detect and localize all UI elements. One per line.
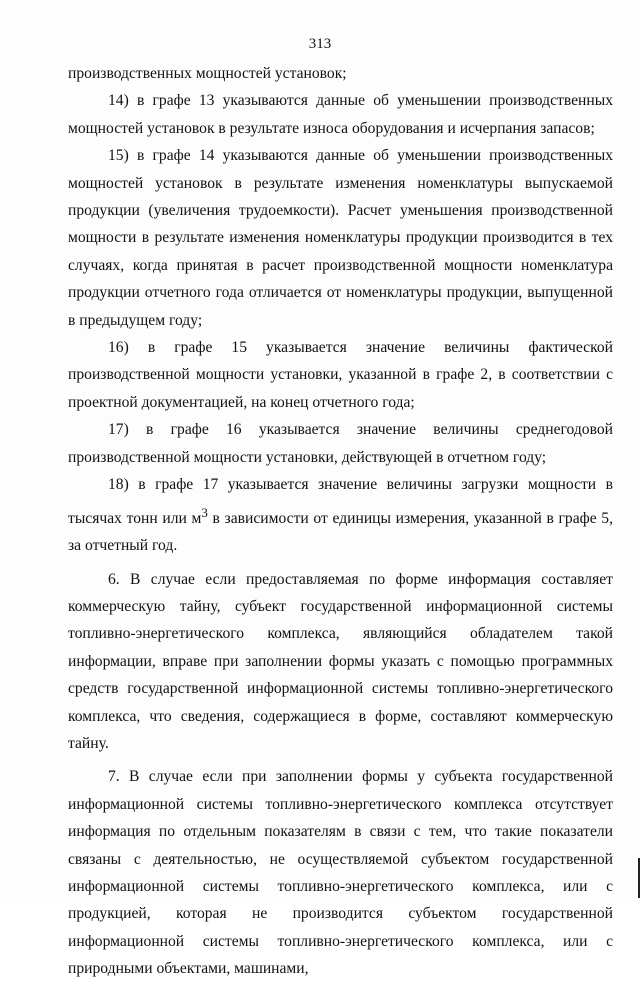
paragraph-item-16: 16) в графе 15 указывается значение величины фактической производственной мощности установки, указанной в графе 2, в соответствии с проектной документацией, на конец отчетного года;: [68, 339, 613, 411]
paragraph-item-14: 14) в графе 13 указываются данные об уменьшении производственных мощностей установок в результате износа оборудования и исчерпания запасов;: [68, 92, 613, 137]
document-body: [68, 60, 613, 983]
page-number: 313: [308, 36, 332, 52]
paragraph-section-7: 7. В случае если при заполнении формы у субъекта государственной информационной системы топливно-энергетического комплекса отсутствует информация по отдельным показателям в связи с тем, что такие показатели связаны с деятельностью, не осуществляемой субъектом государственной информационной системы топливно-энергетического комплекса, или с продукцией, которая не производится субъектом государственной информационной системы топливно-энергетического комплекса, или с природными объектами, машинами,: [68, 768, 613, 978]
paragraph-item-18: [68, 471, 613, 559]
paragraph-item-17: 17) в графе 16 указывается значение величины среднегодовой производственной мощности установки, действующей в отчетном году;: [68, 421, 613, 466]
paragraph-section-6: 6. В случае если предоставляемая по форме информация составляет коммерческую тайну, субъект государственной информационной системы топливно-энергетического комплекса, являющийся обладателем такой информации, вправе при заполнении формы указать с помощью программных средств государственной информационной системы топливно-энергетического комплекса, что сведения, содержащиеся в форме, составляют коммерческую тайну.: [68, 570, 613, 752]
item-18-text-start: 18) в графе 17 указывается значение величины загрузки мощности в тысячах тонн или м: [68, 476, 613, 527]
paragraph-item-15: 15) в графе 14 указываются данные об уменьшении производственных мощностей установок в результате изменения номенклатуры выпускаемой продукции (увеличения трудоемкости). Расчет уменьшения производственной мощности в результате изменения номенклатуры продукции производится в тех случаях, когда принятая в расчет производственной мощности номенклатура продукции отчетного года отличается от номенклатуры продукции, выпущенной в предыдущем году;: [68, 147, 613, 329]
paragraph-continuation: производственных мощностей установок;: [68, 65, 347, 82]
item-18-text-end: в зависимости от единицы измерения, указанной в графе 5, за отчетный год.: [68, 509, 614, 555]
cubic-superscript: 3: [201, 504, 208, 520]
